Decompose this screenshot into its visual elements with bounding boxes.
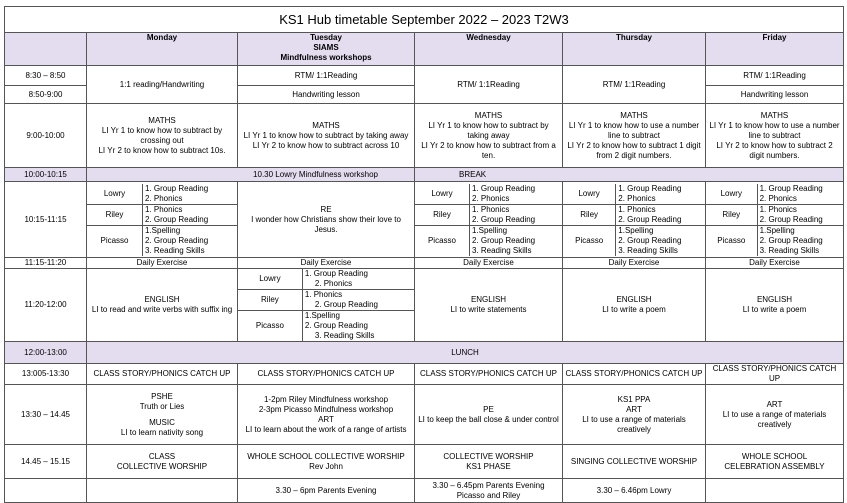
lesson-objective: LI Yr 2 to know how to subtract across 10 <box>252 140 400 150</box>
lesson-subject: KS1 PPA <box>617 394 651 404</box>
lesson-subject: MATHS <box>620 110 648 120</box>
lesson-objective: Truth or Lies <box>139 401 185 411</box>
class-story-phonics: CLASS STORY/PHONICS CATCH UP <box>238 364 415 385</box>
time-slot: 13:30 – 14.45 <box>5 385 87 445</box>
group-riley: Riley <box>563 204 616 225</box>
group-activity: 1. Phonics <box>145 204 183 214</box>
header-time-corner <box>5 33 87 66</box>
group-activity: 2. Phonics <box>759 193 797 203</box>
group-riley: Riley <box>238 290 302 311</box>
worship-line: WHOLE SCHOOL COLLECTIVE WORSHIP <box>247 451 405 461</box>
friday-handwriting-lesson: Handwriting lesson <box>706 86 844 104</box>
lesson-objective: I wonder how Christians show their love to Jesus. <box>251 214 401 234</box>
friday-early-session: RTM/ 1:1Reading <box>706 66 844 86</box>
group-activity: 1.Spelling <box>618 225 654 235</box>
group-lowry: Lowry <box>706 184 757 205</box>
time-slot: 9:00-10:00 <box>5 104 87 168</box>
lesson-subject: ENGLISH <box>756 295 793 304</box>
friday-worship <box>706 445 844 479</box>
wednesday-parents-evening <box>415 479 563 503</box>
evening-line: Picasso and Riley <box>456 490 521 500</box>
class-story-phonics: CLASS STORY/PHONICS CATCH UP <box>415 364 563 385</box>
lesson-subject: MATHS <box>474 110 503 120</box>
group-activity: 1.Spelling <box>304 311 340 320</box>
group-activity: 2. Group Reading <box>304 321 368 330</box>
lesson-objective: LI Yr 1 to know how to use a number line to subtract <box>568 120 700 140</box>
wednesday-worship <box>415 445 563 479</box>
tuesday-worship <box>238 445 415 479</box>
lesson-objective: LI to learn about the work of a range of artists <box>245 424 407 434</box>
lesson-objective: LI Yr 2 to know how to subtract 2 digit numbers. <box>716 140 833 160</box>
group-activity: 1. Phonics <box>759 204 797 214</box>
lesson-objective: LI to write statements <box>450 305 527 314</box>
group-lowry: Lowry <box>563 184 616 205</box>
monday-early-session: 1:1 reading/Handwriting <box>87 66 238 104</box>
thursday-worship: SINGING COLLECTIVE WORSHIP <box>563 445 706 479</box>
group-activity: 1. Group Reading <box>618 183 682 193</box>
group-picasso: Picasso <box>238 311 302 342</box>
group-activity: 3. Reading Skills <box>314 331 375 340</box>
header-friday: Friday <box>706 33 844 66</box>
lesson-subject: ENGLISH <box>144 295 180 304</box>
group-activity: 2. Group Reading <box>471 235 536 245</box>
time-slot: 12:00-13:00 <box>5 342 87 364</box>
lesson-objective: LI Yr 1 to know how to subtract by crossing out <box>101 125 223 145</box>
lesson-objective: LI Yr 1 to know how to use a number line to subtract <box>709 120 840 140</box>
header-monday: Monday <box>87 33 238 66</box>
time-slot: 8:50-9:00 <box>5 86 87 104</box>
group-activity: 1.Spelling <box>471 225 508 235</box>
daily-exercise: Daily Exercise <box>563 258 706 269</box>
group-picasso: Picasso <box>415 225 469 256</box>
time-slot: 11:15-11:20 <box>5 258 87 269</box>
group-activity: 2. Group Reading <box>314 300 378 309</box>
group-activity: 1. Group Reading <box>471 183 536 193</box>
worship-line: KS1 PHASE <box>466 461 511 471</box>
daily-exercise: Daily Exercise <box>87 258 238 269</box>
break-label: BREAK <box>415 168 844 182</box>
group-activity: 2. Group Reading <box>471 214 536 224</box>
worship-leader: Rev John <box>309 461 343 471</box>
lesson-objective: LI Yr 2 to know how to subtract 1 digit from 2 digit numbers. <box>567 140 701 160</box>
friday-evening-empty <box>706 479 844 503</box>
tuesday-maths <box>238 104 415 168</box>
thursday-afternoon <box>563 385 706 445</box>
daily-exercise: Daily Exercise <box>415 258 563 269</box>
lunch-label: LUNCH <box>87 342 844 364</box>
friday-english <box>706 269 844 342</box>
wednesday-group-rotation <box>415 182 563 258</box>
class-story-phonics: CLASS STORY/PHONICS CATCH UP <box>87 364 238 385</box>
tuesday-handwriting-lesson: Handwriting lesson <box>238 86 415 104</box>
group-activity: 1. Phonics <box>304 290 343 299</box>
timetable <box>4 6 844 503</box>
group-activity: 1. Group Reading <box>759 183 823 193</box>
lesson-objective: LI to write a poem <box>742 305 807 314</box>
monday-evening-empty <box>87 479 238 503</box>
lesson-subject: MUSIC <box>149 417 175 427</box>
lesson-subject: MATHS <box>312 120 340 130</box>
lesson-objective: LI Yr 2 to know how to subtract 10s. <box>98 145 226 155</box>
lesson-subject: ART <box>318 414 334 424</box>
lesson-subject: ENGLISH <box>616 295 652 304</box>
time-slot: 10:00-10:15 <box>5 168 87 182</box>
wednesday-afternoon <box>415 385 563 445</box>
group-riley: Riley <box>706 204 757 225</box>
thursday-maths <box>563 104 706 168</box>
friday-afternoon <box>706 385 844 445</box>
lesson-subject: PE <box>483 404 494 414</box>
header-tuesday-day: Tuesday <box>310 33 342 42</box>
group-activity: 1.Spelling <box>759 225 795 235</box>
thursday-group-rotation <box>563 182 706 258</box>
lesson-subject: RE <box>320 204 332 214</box>
lesson-objective: LI to read and write verbs with suffix ing <box>91 305 233 314</box>
lesson-objective: LI to use a range of materials creatively <box>722 409 827 429</box>
group-activity: 2. Group Reading <box>618 214 682 224</box>
group-activity: 2. Phonics <box>145 193 183 203</box>
group-activity: 1. Phonics <box>471 204 510 214</box>
lesson-subject: ENGLISH <box>470 295 507 304</box>
tuesday-afternoon <box>238 385 415 445</box>
worship-line: COLLECTIVE WORSHIP <box>443 451 534 461</box>
evening-line: 3.30 – 6.45pm Parents Evening <box>432 480 545 490</box>
time-slot-empty <box>5 479 87 503</box>
group-activity: 3. Reading Skills <box>759 245 820 255</box>
header-tuesday-siams: SIAMS <box>313 43 339 52</box>
worship-line: COLLECTIVE WORSHIP <box>116 461 208 471</box>
time-slot: 8:30 – 8:50 <box>5 66 87 86</box>
group-activity: 1. Group Reading <box>304 269 368 278</box>
thursday-early-session: RTM/ 1:1Reading <box>563 66 706 104</box>
monday-maths <box>87 104 238 168</box>
group-activity: 2. Phonics <box>471 193 510 203</box>
lesson-subject: PSHE <box>151 391 173 401</box>
lesson-subject: MATHS <box>760 110 789 120</box>
lesson-objective: LI Yr 2 to know how to subtract from a ten. <box>421 140 556 160</box>
worship-line: CELEBRATION ASSEMBLY <box>724 461 825 471</box>
group-activity: 3. Reading Skills <box>145 245 205 255</box>
group-riley: Riley <box>87 204 143 225</box>
group-lowry: Lowry <box>87 184 143 205</box>
tuesday-mindfulness-workshop: 10.30 Lowry Mindfulness workshop <box>87 168 415 182</box>
friday-group-rotation <box>706 182 844 258</box>
group-activity: 2. Phonics <box>618 193 656 203</box>
group-activity: 1.Spelling <box>145 225 181 235</box>
group-activity: 2. Group Reading <box>759 214 823 224</box>
group-activity: 2. Group Reading <box>145 235 209 245</box>
monday-worship <box>87 445 238 479</box>
class-story-phonics: CLASS STORY/PHONICS CATCH UP <box>706 364 844 385</box>
monday-english <box>87 269 238 342</box>
lesson-objective: LI Yr 1 to know how to subtract by taking away <box>243 130 409 140</box>
header-thursday: Thursday <box>563 33 706 66</box>
time-slot: 13:005-13:30 <box>5 364 87 385</box>
time-slot: 10:15-11:15 <box>5 182 87 258</box>
group-lowry: Lowry <box>238 269 302 290</box>
group-picasso: Picasso <box>706 225 757 256</box>
group-activity: 1. Group Reading <box>145 183 209 193</box>
time-slot: 11:20-12:00 <box>5 269 87 342</box>
group-picasso: Picasso <box>87 225 143 256</box>
timetable-page <box>4 6 843 503</box>
group-riley: Riley <box>415 204 469 225</box>
wednesday-english <box>415 269 563 342</box>
header-tuesday-mindfulness: Mindfulness workshops <box>280 53 372 62</box>
timetable-title: KS1 Hub timetable September 2022 – 2023 T2W3 <box>5 7 844 33</box>
group-activity: 1. Phonics <box>618 204 656 214</box>
header-tuesday <box>238 33 415 66</box>
group-picasso: Picasso <box>563 225 616 256</box>
wednesday-maths <box>415 104 563 168</box>
lesson-objective: LI to keep the ball close & under control <box>418 414 559 424</box>
time-slot: 14.45 – 15.15 <box>5 445 87 479</box>
lesson-objective: LI Yr 1 to know how to subtract by taking away <box>428 120 549 140</box>
monday-afternoon <box>87 385 238 445</box>
tuesday-parents-evening: 3.30 – 6pm Parents Evening <box>238 479 415 503</box>
daily-exercise: Daily Exercise <box>706 258 844 269</box>
group-activity: 3. Reading Skills <box>618 245 678 255</box>
wednesday-early-session: RTM/ 1:1Reading <box>415 66 563 104</box>
mindfulness-session: 2-3pm Picasso Mindfulness workshop <box>258 404 394 414</box>
worship-line: WHOLE SCHOOL <box>741 451 808 461</box>
lesson-subject: ART <box>766 399 783 409</box>
daily-exercise: Daily Exercise <box>238 258 415 269</box>
group-activity: 2. Group Reading <box>759 235 823 245</box>
monday-group-rotation <box>87 182 238 258</box>
lesson-objective: LI to write a poem <box>602 305 666 314</box>
tuesday-re <box>238 182 415 258</box>
thursday-english <box>563 269 706 342</box>
group-lowry: Lowry <box>415 184 469 205</box>
mindfulness-session: 1-2pm Riley Mindfulness workshop <box>263 394 389 404</box>
group-activity: 2. Phonics <box>314 279 353 288</box>
lesson-objective: LI to learn nativity song <box>120 427 204 437</box>
thursday-parents-evening: 3.30 – 6.46pm Lowry <box>563 479 706 503</box>
friday-maths <box>706 104 844 168</box>
tuesday-group-rotation <box>238 269 415 342</box>
group-activity: 2. Group Reading <box>618 235 682 245</box>
lesson-objective: LI to use a range of materials creatively <box>582 414 686 434</box>
class-story-phonics: CLASS STORY/PHONICS CATCH UP <box>563 364 706 385</box>
group-activity: 2. Group Reading <box>145 214 209 224</box>
group-activity: 3. Reading Skills <box>471 245 532 255</box>
lesson-subject: ART <box>626 404 642 414</box>
header-wednesday: Wednesday <box>415 33 563 66</box>
worship-line: CLASS <box>148 451 176 461</box>
tuesday-early-session: RTM/ 1:1Reading <box>238 66 415 86</box>
lesson-subject: MATHS <box>148 115 176 125</box>
